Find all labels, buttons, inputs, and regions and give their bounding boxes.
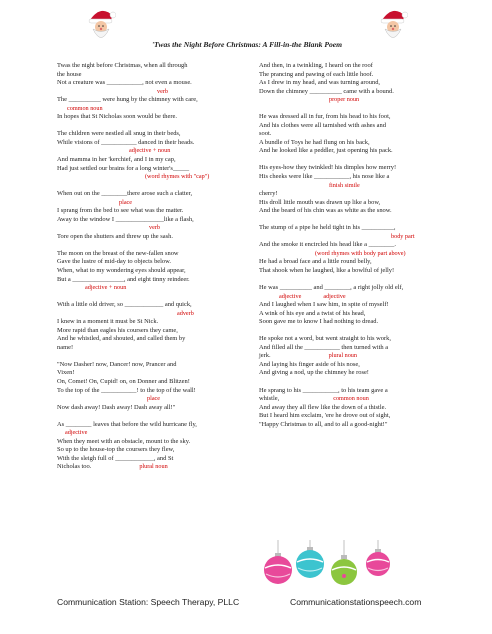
poem-line: And then, in a twinkling, I heard on the roof — [259, 62, 373, 69]
poem-line: As ________ leaves that before the wild hurricane fly, — [57, 420, 197, 428]
poem-line-text: whistle, — [259, 395, 280, 403]
poem-line: And his clothes were all tarnished with ashes and — [259, 121, 386, 129]
poem-line: "Now Dasher! now, Dancer! now, Prancer and — [57, 360, 177, 368]
poem-line: I sprang from the bed to see what was the matter. — [57, 207, 184, 215]
poem-line: As I drew in my head, and was turning around, — [259, 79, 381, 87]
stanza-break — [57, 241, 245, 250]
poem-line: He spoke not a word, but went straight to his work, — [259, 335, 391, 343]
poem-line: His eyes-how they twinkled! his dimples how merry! — [259, 164, 397, 172]
poem-line: While visions of ___________ danced in their heads. — [57, 138, 195, 146]
poem-line: On, Comet! On, Cupid! on, on Donner and Blitzen! — [57, 378, 190, 385]
poem-line: He sprang to his ___________, to his team gave a — [259, 386, 388, 394]
pink-ornament-small — [366, 549, 390, 576]
part-of-speech-label: (word rhymes with "cap") — [145, 173, 210, 181]
poem-line: More rapid than eagles his coursers they came, — [57, 326, 178, 334]
poem-line: The moon on the breast of the new-fallen snow — [57, 249, 179, 257]
poem-line — [57, 463, 245, 472]
poem-line: name! — [57, 343, 74, 351]
poem-line: In hopes that St Nicholas soon would be there. — [57, 113, 177, 121]
part-of-speech-label: adverb — [177, 309, 194, 317]
stanza-break — [57, 412, 245, 421]
poem-line: Twas the night before Christmas, when all through — [57, 62, 188, 69]
poem-line: With a little old driver, so ____________ and quick, — [57, 301, 192, 309]
stanza-break — [259, 216, 449, 225]
poem-line: The __________ were hung by the chimney with care, — [57, 96, 198, 104]
poem-line: Soon gave me to know I had nothing to dread. — [259, 318, 379, 326]
poem-line: I knew in a moment it must be St Nick. — [57, 318, 159, 326]
part-of-speech-label: place — [119, 198, 133, 206]
stanza-break — [259, 276, 449, 285]
poem-line: Vixen! — [57, 369, 75, 377]
poem-line: And mamma in her 'kerchief, and I in my cap, — [57, 155, 176, 163]
poem-line: And filled all the ___________ then turned with a — [259, 343, 389, 351]
poem-line: But I heard him exclaim, 'ere he drove out of sight, — [259, 412, 391, 420]
poem-line: He had a broad face and a little round belly, — [259, 258, 372, 266]
poem-line: Away to the window I _______________like a flash, — [57, 215, 194, 223]
footer-company: Communication Station: Speech Therapy, PLLC — [57, 597, 240, 607]
poem-line: Down the chimney __________ came with a bound. — [259, 87, 394, 95]
poem-line: When they meet with an obstacle, mount to the sky. — [57, 437, 191, 445]
stanza-break — [259, 156, 449, 165]
santa-clipart-right — [378, 6, 408, 42]
christmas-ornaments-image — [258, 540, 418, 592]
part-of-speech-label: plural noun — [139, 463, 168, 471]
stanza-break — [57, 122, 245, 131]
part-of-speech-label: adjective — [323, 292, 346, 300]
part-of-speech-label: plural noun — [328, 352, 357, 360]
footer-website: Communicationstationspeech.com — [290, 597, 422, 607]
poem-line: His cheeks were like ___________, his nose like a — [259, 173, 390, 181]
part-of-speech-label: adjective — [65, 429, 88, 437]
poem-line: And he whistled, and shouted, and called them by — [57, 335, 186, 343]
part-of-speech-label: finish simile — [329, 181, 360, 189]
poem-line: When, what to my wondering eyes should appear, — [57, 266, 186, 274]
part-of-speech-label: common noun — [333, 395, 369, 403]
poem-line: To the top of the ___________! to the top of the wall! — [57, 386, 196, 394]
poem-line: And laying his finger aside of his nose, — [259, 360, 360, 368]
poem-line: A bundle of Toys he had flung on his back, — [259, 138, 370, 146]
stanza-break — [259, 105, 449, 114]
poem-line: Gave the lustre of mid-day to objects below. — [57, 258, 171, 266]
poem-line: soot. — [259, 130, 272, 138]
poem-column-right — [259, 62, 449, 429]
poem-line: The children were nestled all snug in their beds, — [57, 130, 181, 138]
part-of-speech-label: common noun — [67, 104, 103, 112]
poem-line: Tore open the shutters and threw up the sash. — [57, 232, 173, 240]
poem-line: "Happy Christmas to all, and to all a good-night!" — [259, 420, 388, 428]
poem-line: And he looked like a peddler, just opening his pack. — [259, 147, 393, 155]
poem-line: A wink of his eye and a twist of his head, — [259, 309, 366, 317]
stanza-break — [57, 293, 245, 302]
poem-line: But a ________________, and eight tinny reindeer. — [57, 275, 190, 283]
stanza-break — [57, 352, 245, 361]
poem-line — [259, 395, 449, 404]
part-of-speech-label: place — [147, 395, 161, 403]
poem-line: With the sleigh full of ____________, and St — [57, 454, 174, 462]
poem-line — [259, 352, 449, 361]
poem-line: And the smoke it encircled his head like a ________. — [259, 241, 396, 249]
santa-clipart-left — [86, 6, 116, 42]
poem-line: And away they all flew like the down of a thistle. — [259, 403, 387, 411]
part-of-speech-label: (word rhymes with body part above) — [315, 249, 406, 257]
poem-line: cherry! — [259, 190, 278, 198]
poem-line-text: jerk. — [259, 352, 271, 360]
part-of-speech-label: adjective + noun — [129, 147, 171, 155]
part-of-speech-row — [259, 293, 449, 302]
poem-line: That shook when he laughed, like a bowlful of jelly! — [259, 266, 395, 274]
poem-line-text: Nicholas too. — [57, 463, 92, 471]
poem-line: The stump of a pipe he held tight in his __________, — [259, 224, 396, 232]
poem-line: When out on the ________there arose such a clatter, — [57, 190, 193, 198]
part-of-speech-label: verb — [149, 224, 160, 232]
part-of-speech-label: verb — [157, 87, 168, 95]
poem-line: And the beard of his chin was as white as the snow. — [259, 207, 392, 215]
poem-line: Not a creature was ___________, not even a mouse. — [57, 79, 192, 87]
poem-line: And I laughed when I saw him, in spite of myself! — [259, 301, 389, 309]
poem-title: 'Twas the Night Before Christmas: A Fill-in-the Blank Poem — [151, 40, 343, 49]
poem-line: the house — [57, 70, 82, 78]
green-ornament — [331, 555, 357, 585]
stanza-break — [57, 182, 245, 191]
part-of-speech-label: adjective — [279, 292, 302, 300]
pink-ornament — [264, 553, 292, 584]
poem-line: Now dash away! Dash away! Dash away all!" — [57, 403, 176, 411]
poem-line: He was __________ and ________, a right jolly old elf, — [259, 284, 404, 292]
poem-line: The prancing and pawing of each little hoof. — [259, 70, 374, 78]
teal-ornament — [296, 547, 324, 578]
poem-column-left — [57, 62, 245, 472]
poem-line: Had just settled our brains for a long winter's_____ — [57, 164, 190, 172]
poem-line: He was dressed all in fur, from his head to his foot, — [259, 113, 391, 121]
part-of-speech-label: proper noun — [329, 96, 360, 104]
stanza-break — [259, 378, 449, 387]
stanza-break — [259, 327, 449, 336]
part-of-speech-label: adjective + noun — [85, 284, 127, 292]
poem-line: So up to the house-top the coursers they flew, — [57, 446, 175, 454]
poem-line: And giving a nod, up the chimney he rose! — [259, 369, 369, 377]
part-of-speech-label: body part — [391, 232, 415, 240]
poem-line: His droll little mouth was drawn up like a bow, — [259, 198, 381, 206]
